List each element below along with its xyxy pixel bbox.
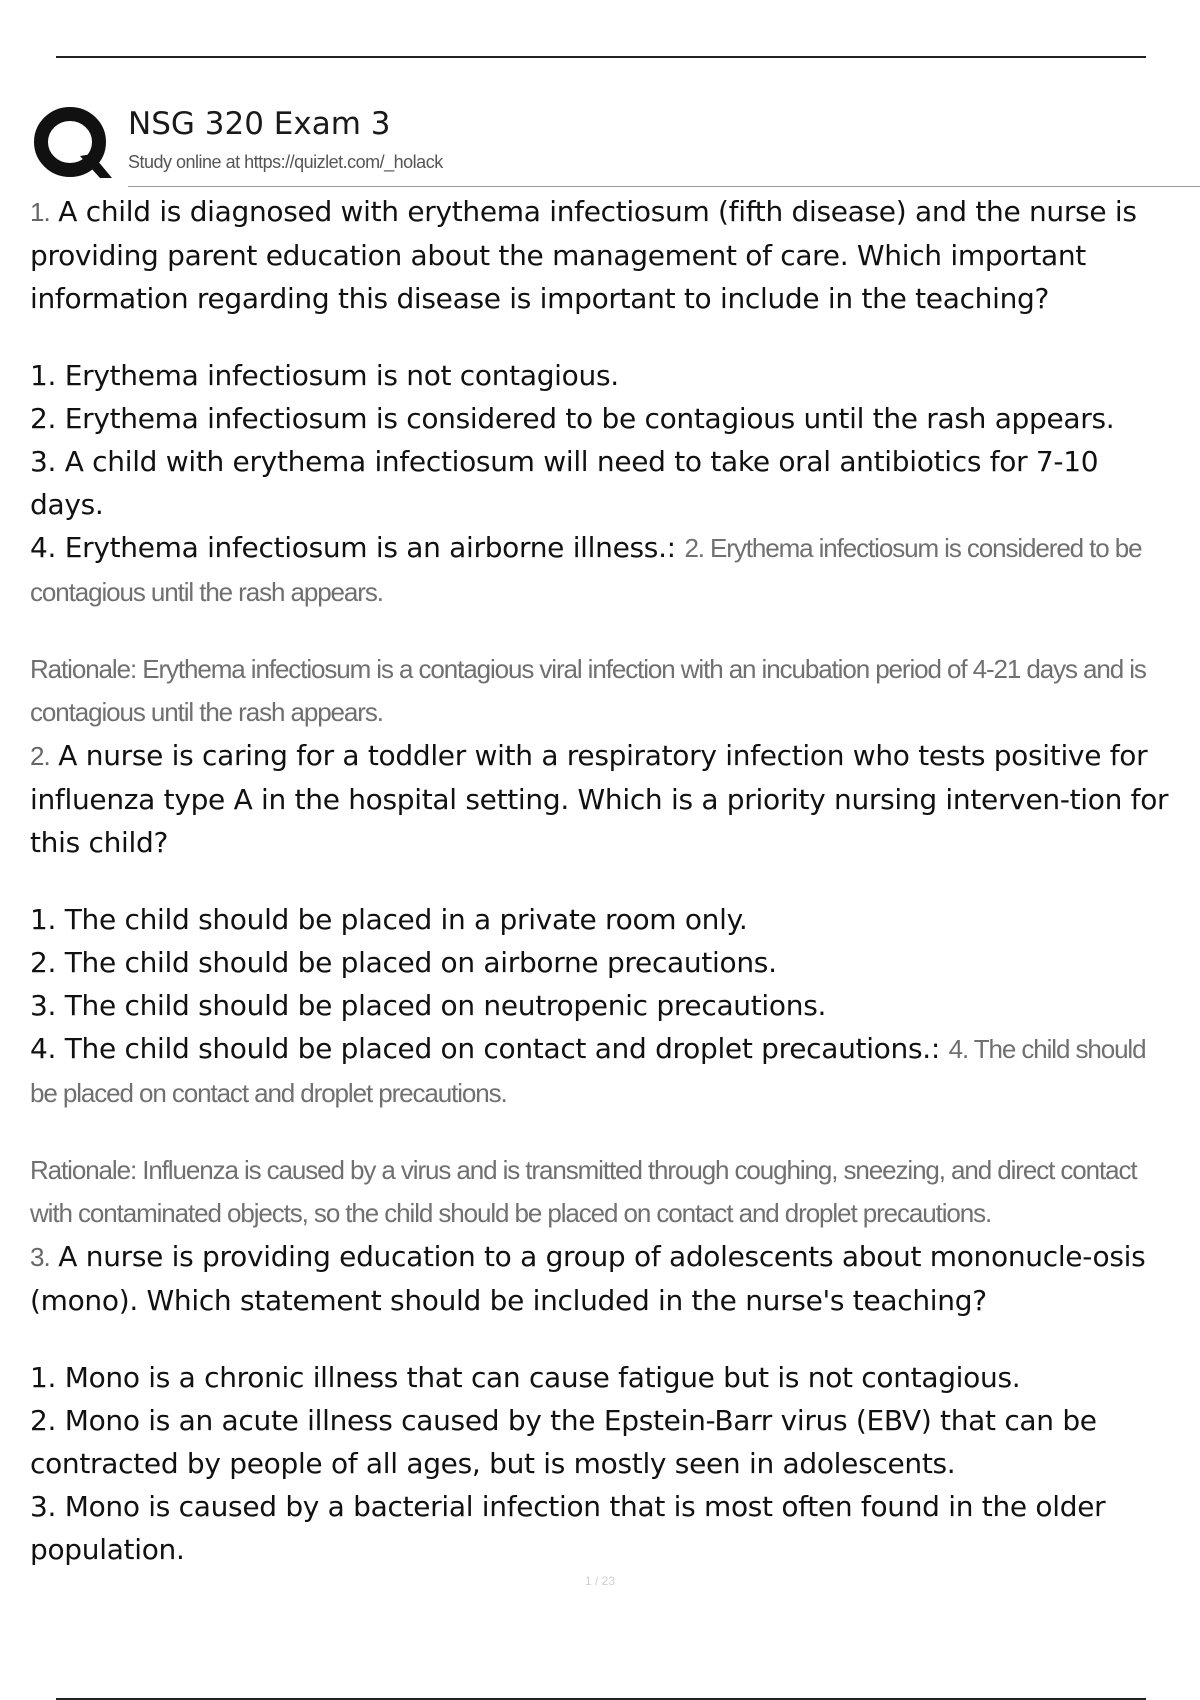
- option-list: [30, 898, 1178, 1115]
- option-item: 2. Erythema infectiosum is considered to be contagious until the rash appears.: [30, 402, 1115, 435]
- question-text: A nurse is providing education to a group of adolescents about mononucle-osis (mono). Which statement should be included in the nurse's teaching?: [30, 1240, 1146, 1317]
- study-online-link[interactable]: Study online at https://quizlet.com/_holack: [128, 152, 443, 172]
- quizlet-logo-icon: [30, 104, 138, 182]
- option-list: [30, 354, 1178, 614]
- rationale-text: Rationale: Erythema infectiosum is a contagious viral infection with an incubation period of 4-21 days and is contagious until the rash appears.: [30, 654, 1146, 727]
- question-number: 1.: [30, 197, 50, 227]
- rationale-text: Rationale: Influenza is caused by a virus and is transmitted through coughing, sneezing, and direct contact with contaminated objects, so the child should be placed on contact and droplet precautions.: [30, 1155, 1137, 1228]
- option-item: 4. The child should be placed on contact and droplet precautions.:: [30, 1032, 940, 1065]
- option-item: 1. Erythema infectiosum is not contagious.: [30, 359, 619, 392]
- answer-text: 4. The child should be placed on contact and droplet precautions.: [30, 1034, 1146, 1108]
- question-text: A child is diagnosed with erythema infectiosum (fifth disease) and the nurse is providing parent education about the management of care. Which important information regarding this disease is important to include in the teaching?: [30, 195, 1137, 315]
- option-item: 2. Mono is an acute illness caused by the Epstein-Barr virus (EBV) that can be contracted by people of all ages, but is mostly seen in adolescents.: [30, 1404, 1097, 1480]
- document-header: [30, 96, 1180, 188]
- question-prompt: [30, 190, 1178, 320]
- question-prompt: [30, 1235, 1178, 1322]
- page-number: 1 / 23: [584, 1574, 616, 1588]
- option-item: 2. The child should be placed on airborne precautions.: [30, 946, 777, 979]
- option-item: 1. The child should be placed in a private room only.: [30, 903, 748, 936]
- question-number: 3.: [30, 1242, 50, 1272]
- option-item: 4. Erythema infectiosum is an airborne illness.:: [30, 531, 676, 564]
- top-rule: [56, 56, 1146, 58]
- header-divider: [128, 186, 1200, 187]
- option-item: 3. Mono is caused by a bacterial infection that is most often found in the older population.: [30, 1490, 1106, 1566]
- option-list: [30, 1356, 1178, 1571]
- document-title: NSG 320 Exam 3: [128, 106, 391, 142]
- question-list: [30, 190, 1178, 1571]
- question-number: 2.: [30, 741, 50, 771]
- option-item: 3. The child should be placed on neutropenic precautions.: [30, 989, 827, 1022]
- option-item: 1. Mono is a chronic illness that can cause fatigue but is not contagious.: [30, 1361, 1021, 1394]
- answer-text: 2. Erythema infectiosum is considered to be contagious until the rash appears.: [30, 533, 1142, 607]
- question-text: A nurse is caring for a toddler with a respiratory infection who tests positive for influenza type A in the hospital setting. Which is a priority nursing interven-tion for this child?: [30, 739, 1169, 859]
- question-prompt: [30, 734, 1178, 864]
- option-item: 3. A child with erythema infectiosum will need to take oral antibiotics for 7-10 days.: [30, 445, 1099, 521]
